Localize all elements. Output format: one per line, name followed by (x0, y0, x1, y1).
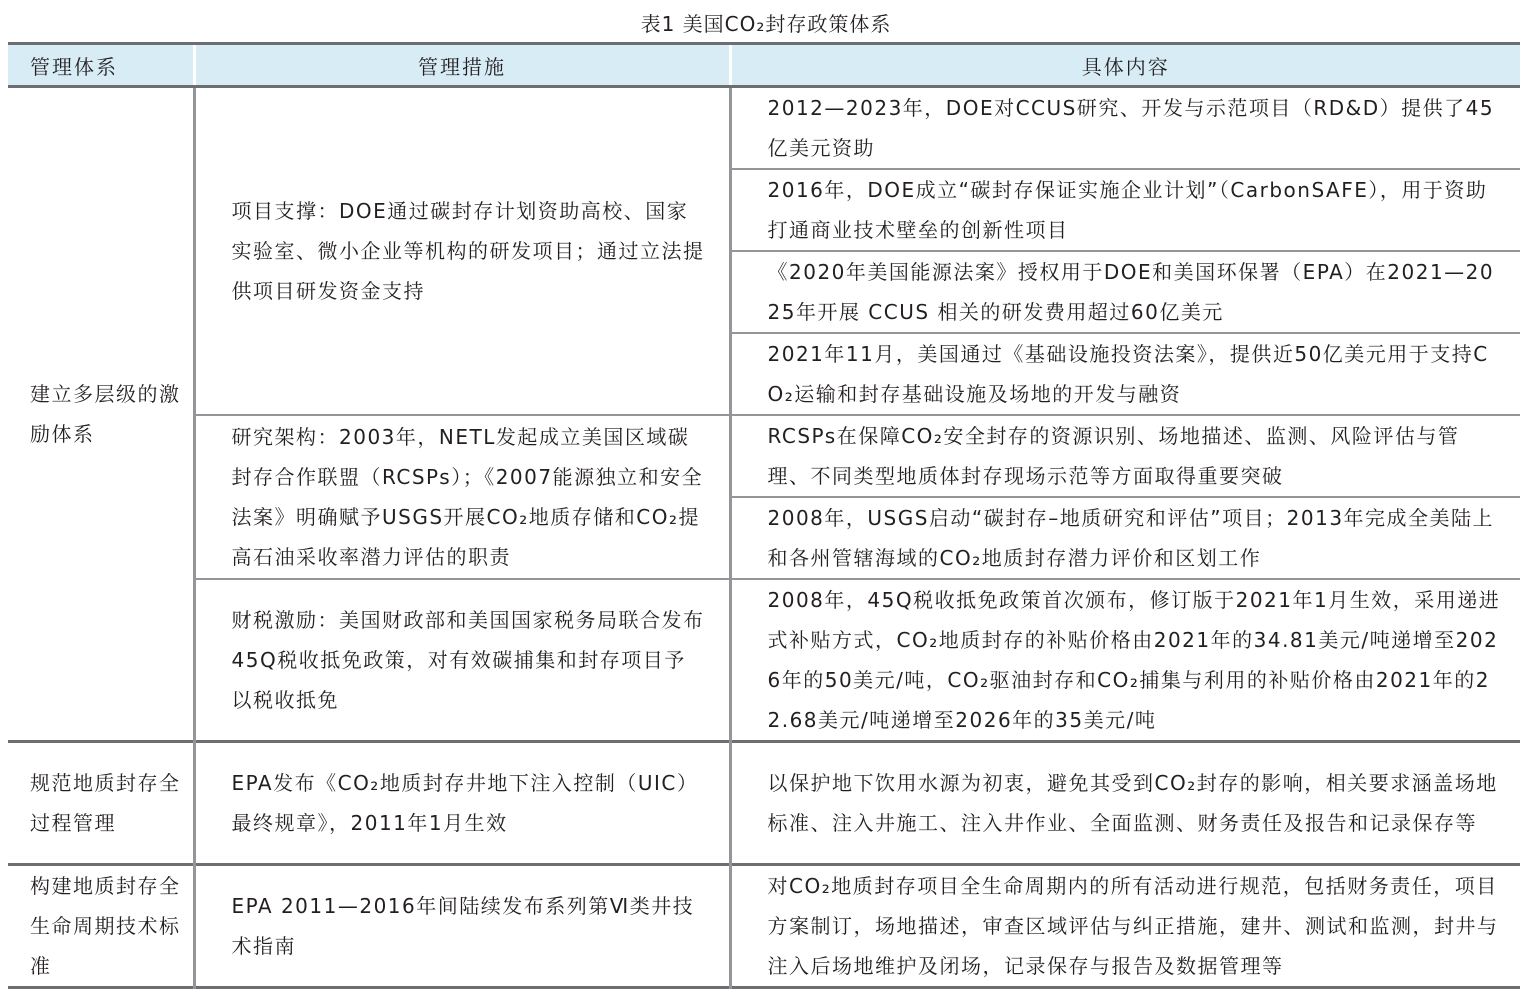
measure-cell: 项目支撑：DOE通过碳封存计划资助高校、国家实验室、微小企业等机构的研发项目；通过立法提供项目研发资金支持 (194, 87, 730, 416)
detail-cell: 2016年，DOE成立“碳封存保证实施企业计划”（CarbonSAFE），用于资助打通商业技术壁垒的创新性项目 (730, 169, 1520, 251)
table-caption: 表1 美国CO₂封存政策体系 (640, 12, 892, 36)
detail-cell: 2008年，USGS启动“碳封存–地质研究和评估”项目；2013年完成全美陆上和各州管辖海域的CO₂地质封存潜力评价和区划工作 (730, 497, 1520, 579)
table-row (8, 415, 1520, 497)
detail-cell: 2008年，45Q税收抵免政策首次颁布，修订版于2021年1月生效，采用递进式补贴方式，CO₂地质封存的补贴价格由2021年的34.81美元/吨递增至2026年的50美元/吨，CO₂驱油封存和CO₂捕集与利用的补贴价格由2021年的22.68美元/吨递增至2026年的35美元/吨 (730, 579, 1520, 742)
system-cell: 构建地质封存全生命周期技术标准 (8, 865, 194, 988)
table-row (8, 579, 1520, 742)
system-cell: 建立多层级的激励体系 (8, 87, 194, 742)
detail-cell: 《2020年美国能源法案》授权用于DOE和美国环保署（EPA）在2021—2025年开展 CCUS 相关的研发费用超过60亿美元 (730, 251, 1520, 333)
table-row (8, 742, 1520, 865)
column-header-measure: 管理措施 (194, 44, 730, 87)
column-header-detail: 具体内容 (730, 44, 1520, 87)
system-cell: 规范地质封存全过程管理 (8, 742, 194, 865)
header-row (8, 44, 1520, 87)
measure-cell: 研究架构：2003年，NETL发起成立美国区域碳封存合作联盟（RCSPs）；《2007能源独立和安全法案》明确赋予USGS开展CO₂地质存储和CO₂提高石油采收率潜力评估的职责 (194, 415, 730, 579)
detail-cell: RCSPs在保障CO₂安全封存的资源识别、场地描述、监测、风险评估与管理、不同类型地质体封存现场示范等方面取得重要突破 (730, 415, 1520, 497)
table-row (8, 87, 1520, 170)
policy-table (8, 42, 1520, 989)
table-row (8, 865, 1520, 988)
measure-cell: EPA发布《CO₂地质封存井地下注入控制（UIC）最终规章》，2011年1月生效 (194, 742, 730, 865)
detail-cell: 2012—2023年，DOE对CCUS研究、开发与示范项目（RD&D）提供了45亿美元资助 (730, 87, 1520, 170)
measure-cell: 财税激励：美国财政部和美国国家税务局联合发布45Q税收抵免政策，对有效碳捕集和封存项目予以税收抵免 (194, 579, 730, 742)
detail-cell: 对CO₂地质封存项目全生命周期内的所有活动进行规范，包括财务责任，项目方案制订，场地描述，审查区域评估与纠正措施，建井、测试和监测，封井与注入后场地维护及闭场，记录保存与报告及数据管理等 (730, 865, 1520, 988)
column-header-system: 管理体系 (8, 44, 194, 87)
detail-cell: 以保护地下饮用水源为初衷，避免其受到CO₂封存的影响，相关要求涵盖场地标准、注入井施工、注入井作业、全面监测、财务责任及报告和记录保存等 (730, 742, 1520, 865)
detail-cell: 2021年11月，美国通过《基础设施投资法案》，提供近50亿美元用于支持CO₂运输和封存基础设施及场地的开发与融资 (730, 333, 1520, 415)
measure-cell: EPA 2011—2016年间陆续发布系列第Ⅵ类井技术指南 (194, 865, 730, 988)
